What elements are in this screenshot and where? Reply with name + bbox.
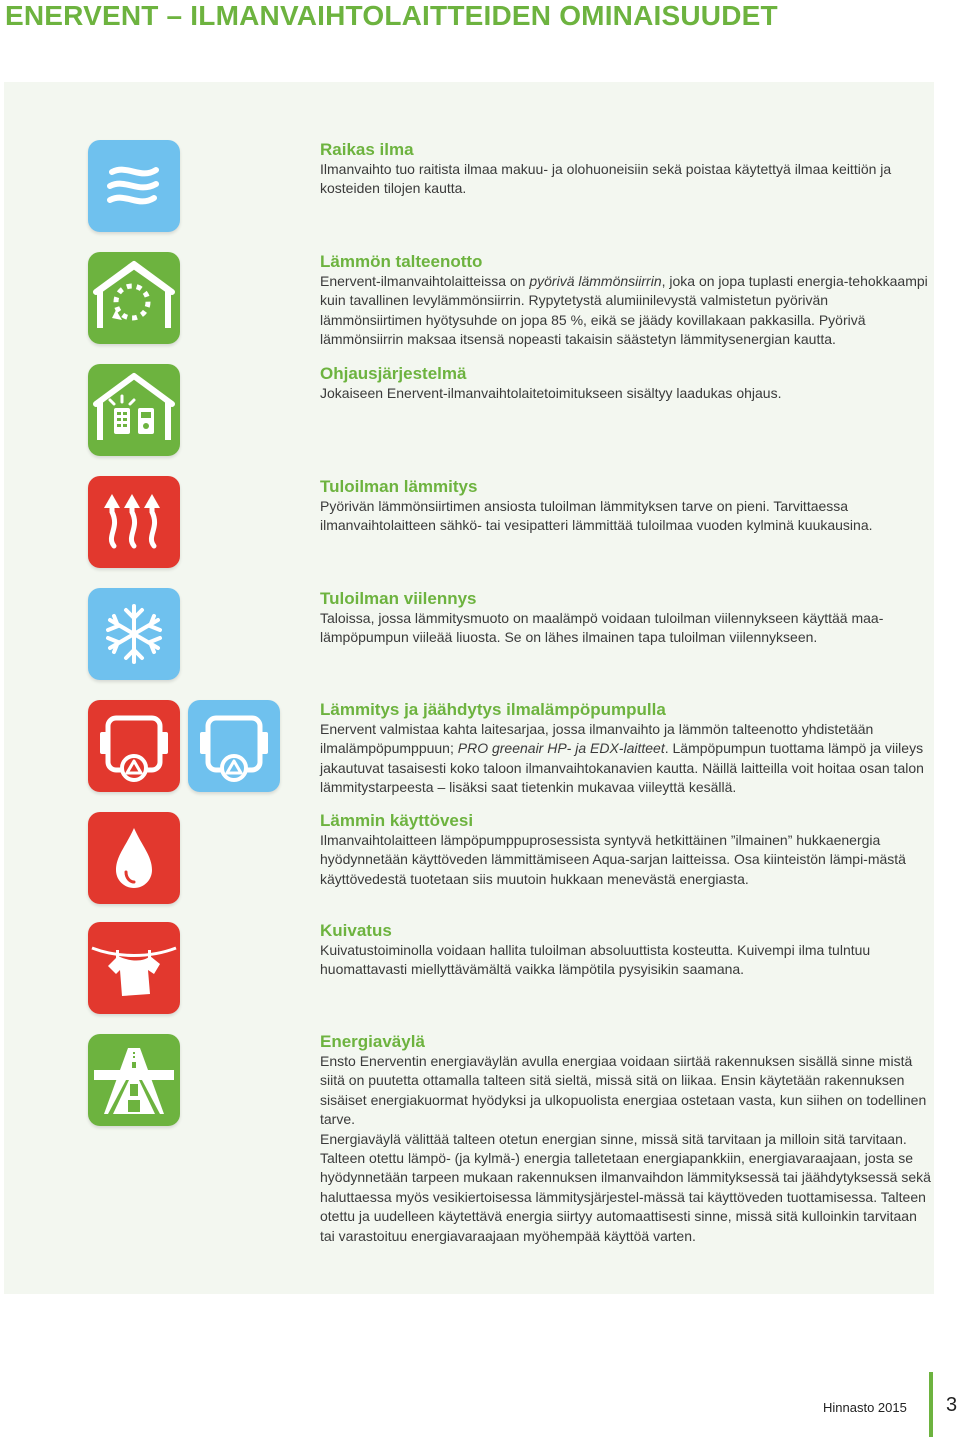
section-heading: Kuivatus	[320, 921, 392, 940]
section-kuivatus	[320, 920, 932, 980]
section-heading: Lämmitys ja jäähdytys ilmalämpöpumpulla	[320, 700, 666, 719]
section-text: Jokaiseen Enervent-ilmanvaihtolaitetoimitukseen sisältyy laadukas ohjaus.	[320, 385, 782, 401]
section-heading: Tuloilman viilennys	[320, 589, 477, 608]
section-text: Kuivatustoiminolla voidaan hallita tuloilman absoluuttista kosteutta. Kuivempi ilma tulntuu huomattavasti miellyttävämältä vaikka lämpötila pysyisikin saamana.	[320, 942, 871, 978]
heat-pump-red-icon	[88, 700, 180, 792]
heat-arrows-icon	[88, 476, 180, 568]
section-heading: Lämmön talteenotto	[320, 252, 483, 271]
section-text: Pyörivän lämmönsiirtimen ansiosta tuloilman lämmityksen tarve on pieni. Tarvittaessa ilmanvaihtolaitteen sähkö- tai vesipatteri lämmittää tuloilmaa vuoden kylminä kuukausina.	[320, 498, 873, 534]
section-heading: Lämmin käyttövesi	[320, 811, 474, 830]
section-text	[320, 272, 932, 350]
section-raikas-ilma	[320, 139, 932, 199]
section-lammon-talteenotto	[320, 251, 932, 350]
snowflake-icon	[88, 588, 180, 680]
section-energiavayla	[320, 1031, 932, 1246]
footer-label: Hinnasto 2015	[823, 1400, 907, 1415]
page-title: ENERVENT – ILMANVAIHTOLAITTEIDEN OMINAISUUDET	[5, 0, 778, 31]
road-icon	[88, 1034, 180, 1126]
section-heading: Raikas ilma	[320, 140, 414, 159]
section-heading: Tuloilman lämmitys	[320, 477, 478, 496]
footer-divider	[929, 1372, 933, 1437]
section-ohjausjarjestelma	[320, 363, 932, 403]
heat-pump-blue-icon	[188, 700, 280, 792]
section-text: Ilmanvaihto tuo raitista ilmaa makuu- ja olohuoneisiin sekä poistaa käytettyä ilmaa keittiön ja kosteiden tilojen kautta.	[320, 161, 892, 197]
text-part: Enervent valmistaa kahta laitesarjaa, jossa ilmanvaihto ja lämmön talteenotto yhdistetään ilmalämpöpumppuun;	[320, 721, 874, 757]
text-part: . Lämpöpumpun tuottama lämpö ja viileys jakautuvat tasaisesti koko taloon ilmanvaihtokanavien kautta. Näillä laitteilla voit hoitaa osan talon lämmitystarpeesta – lisäksi saat tietenkin mukavaa viileyttä kesällä.	[320, 740, 924, 796]
section-text	[320, 720, 932, 798]
section-text: Energiaväylä välittää talteen otetun energian sinne, missä sitä tarvitaan ja milloin sitä tarvitaan. Talteen otettu lämpö- (ja kylmä-) energia talletetaan energiapankkiin, energiavaraajaan, josta se hyödynnetään tarpeen mukaan rakennuksen ilmanvaihdon lämmityksessä tai jäähdytyksessä sekä haluttaessa myös vesikiertoisessa lämmitysjärjestel-mässä tai käyttöveden tuottamisessa. Talteen otettu ja uudelleen käytettävä energia siirtyy automaattisesti sinne, missä sitä kulloinkin tarvitaan tai varastoituu energiavaraajaan myöhempää käyttöä varten.	[320, 1130, 931, 1244]
section-heading: Ohjausjärjestelmä	[320, 364, 467, 383]
text-part: , joka on jopa tuplasti energia-tehokkaampi kuin tavallinen levylämmönsiirrin. Rypytetystä alumiinilevystä valmistetun pyörivän lämmönsiirtimen hyötysuhde on jopa 85 %, eikä se jäädy kovillakaan pakkasilla. Pyörivä lämmönsiirrin maksaa itsensä nopeasti takaisin säästetyn lämmitysenergian kautta.	[320, 273, 928, 348]
house-control-panel-icon	[88, 364, 180, 456]
section-text: Taloissa, jossa lämmitysmuoto on maalämpö voidaan tuloilman viilennykseen käyttää maa-lämpöpumpun viileää liuosta. Se on lähes ilmainen tapa tuloilman viilennykseen.	[320, 610, 884, 646]
section-tuloilman-lammitys	[320, 476, 932, 536]
section-tuloilman-viilennys	[320, 588, 932, 648]
house-rotating-wheel-icon	[88, 252, 180, 344]
section-ilmalampopumppu	[320, 699, 932, 798]
section-heading: Energiaväylä	[320, 1032, 425, 1051]
page-number: 3	[946, 1394, 958, 1416]
air-waves-icon	[88, 140, 180, 232]
section-lammin-kayttovesi	[320, 810, 932, 889]
clothesline-shirt-icon	[88, 922, 180, 1014]
text-part: Enervent-ilmanvaihtolaitteissa on	[320, 273, 530, 289]
water-drop-icon	[88, 812, 180, 904]
text-emphasis: pyörivä lämmönsiirrin	[529, 273, 662, 289]
text-emphasis: PRO greenair HP- ja EDX-laitteet	[457, 740, 665, 757]
section-text: Ilmanvaihtolaitteen lämpöpumppuprosessista syntyvä hetkittäinen ”ilmainen” hukkaenergia hyödynnetään käyttöveden lämmittämiseen Aqua-sarjan laitteissa. Osa kiinteistön lämpi-mästä käyttövedestä tuotetaan siis muutoin hukkaan menevästä energiasta.	[320, 832, 906, 887]
section-text: Ensto Enerventin energiaväylän avulla energiaa voidaan siirtää rakennuksen sisällä sinne mistä siitä on puutetta ottamalla talteen sitä sieltä, missä sitä on liikaa. Ensin käytetään rakennuksen sisäiset energiakuormat hyödyksi ja ulkopuolista energiaa ostetaan vasta, kun siihen on todellinen tarve.	[320, 1053, 927, 1128]
